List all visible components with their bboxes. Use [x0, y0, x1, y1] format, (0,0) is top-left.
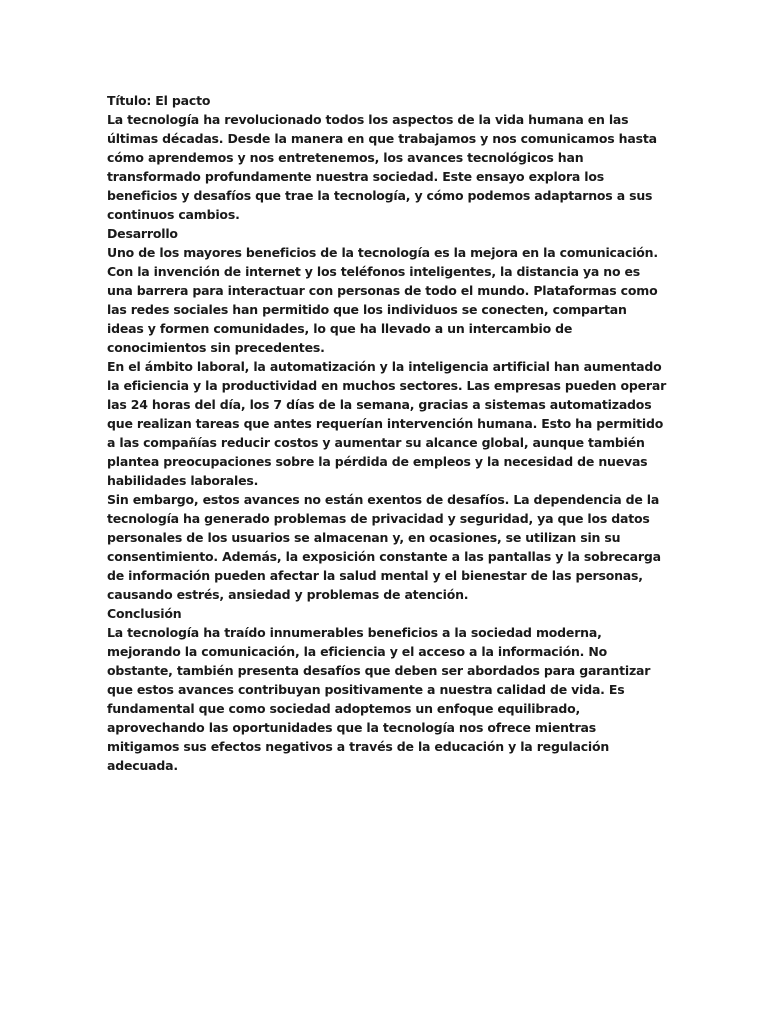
conclusion-heading: Conclusión [107, 606, 182, 621]
conclusion-paragraph: La tecnología ha traído innumerables beneficios a la sociedad moderna, mejorando la comunicación, la eficiencia y el acceso a la información. No obstante, también presenta desafíos que deben ser abordados para garantizar que estos avances contribuyan positivamente a nuestra calidad de vida. Es fundamental que como sociedad adoptemos un enfoque equilibrado, aprovechando las oportunidades que la tecnología nos ofrece mientras mitigamos sus efectos negativos a través de la educación y la regulación adecuada. [107, 625, 651, 773]
development-paragraph-1: Uno de los mayores beneficios de la tecnología es la mejora en la comunicación. Con la invención de internet y los teléfonos inteligentes, la distancia ya no es una barrera para interactuar con personas de todo el mundo. Plataformas como las redes sociales han permitido que los individuos se conecten, compartan ideas y formen comunidades, lo que ha llevado a un intercambio de conocimientos sin precedentes. [107, 245, 658, 355]
development-paragraph-3: Sin embargo, estos avances no están exentos de desafíos. La dependencia de la tecnología ha generado problemas de privacidad y seguridad, ya que los datos personales de los usuarios se almacenan y, en ocasiones, se utilizan sin su consentimiento. Además, la exposición constante a las pantallas y la sobrecarga de información pueden afectar la salud mental y el bienestar de las personas, causando estrés, ansiedad y problemas de atención. [107, 492, 661, 602]
development-paragraph-2: En el ámbito laboral, la automatización y la inteligencia artificial han aumentado la eficiencia y la productividad en muchos sectores. Las empresas pueden operar las 24 horas del día, los 7 días de la semana, gracias a sistemas automatizados que realizan tareas que antes requerían intervención humana. Esto ha permitido a las compañías reducir costos y aumentar su alcance global, aunque también plantea preocupaciones sobre la pérdida de empleos y la necesidad de nuevas habilidades laborales. [107, 359, 667, 488]
intro-paragraph: La tecnología ha revolucionado todos los aspectos de la vida humana en las últimas décadas. Desde la manera en que trabajamos y nos comunicamos hasta cómo aprendemos y nos entretenemos, los avances tecnológicos han transformado profundamente nuestra sociedad. Este ensayo explora los beneficios y desafíos que trae la tecnología, y cómo podemos adaptarnos a sus continuos cambios. [107, 112, 657, 222]
document-title: Título: El pacto [107, 93, 211, 108]
document-page [107, 91, 667, 775]
development-heading: Desarrollo [107, 226, 178, 241]
